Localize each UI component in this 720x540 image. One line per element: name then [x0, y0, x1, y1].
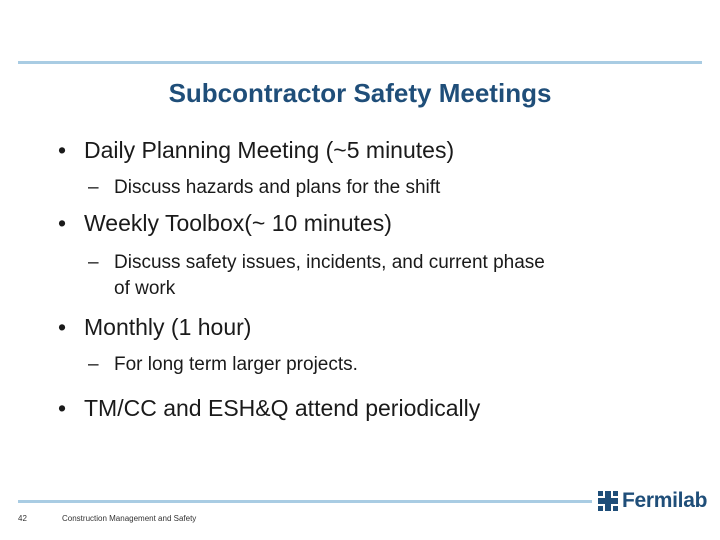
bullet-text: TM/CC and ESH&Q attend periodically [84, 395, 481, 421]
sub-bullet-text: For long term larger projects. [114, 354, 358, 375]
sub-bullet-glyph: – [88, 177, 99, 198]
bullet-glyph: • [58, 314, 67, 340]
sub-bullet-glyph: – [88, 252, 99, 273]
sub-bullet-item [88, 250, 545, 302]
sub-bullet-glyph: – [88, 354, 99, 375]
fermilab-logo-text: Fermilab [622, 489, 708, 512]
bullet-item [58, 137, 454, 164]
footer-text: Construction Management and Safety [62, 514, 197, 523]
slide-title: Subcontractor Safety Meetings [168, 78, 552, 108]
bullet-glyph: • [58, 210, 67, 236]
bullet-text: Weekly Toolbox(~ 10 minutes) [84, 210, 392, 236]
sub-bullet-text: Discuss safety issues, incidents, and current phase [114, 252, 545, 273]
page-number: 42 [18, 514, 27, 523]
bullet-glyph: • [58, 395, 67, 421]
bullet-text: Daily Planning Meeting (~5 minutes) [84, 137, 455, 163]
fermilab-logo [598, 489, 707, 513]
sub-bullet-item [88, 352, 358, 378]
bottom-divider [18, 500, 592, 503]
bullet-item [58, 210, 392, 237]
bullet-item [58, 395, 480, 422]
fermilab-logo-icon [598, 491, 618, 511]
top-divider [18, 61, 702, 64]
bullet-glyph: • [58, 137, 67, 163]
sub-bullet-continuation: of work [114, 278, 176, 299]
bullet-item [58, 314, 251, 341]
sub-bullet-item [88, 175, 440, 201]
sub-bullet-text: Discuss hazards and plans for the shift [114, 177, 441, 198]
bullet-text: Monthly (1 hour) [84, 314, 252, 340]
